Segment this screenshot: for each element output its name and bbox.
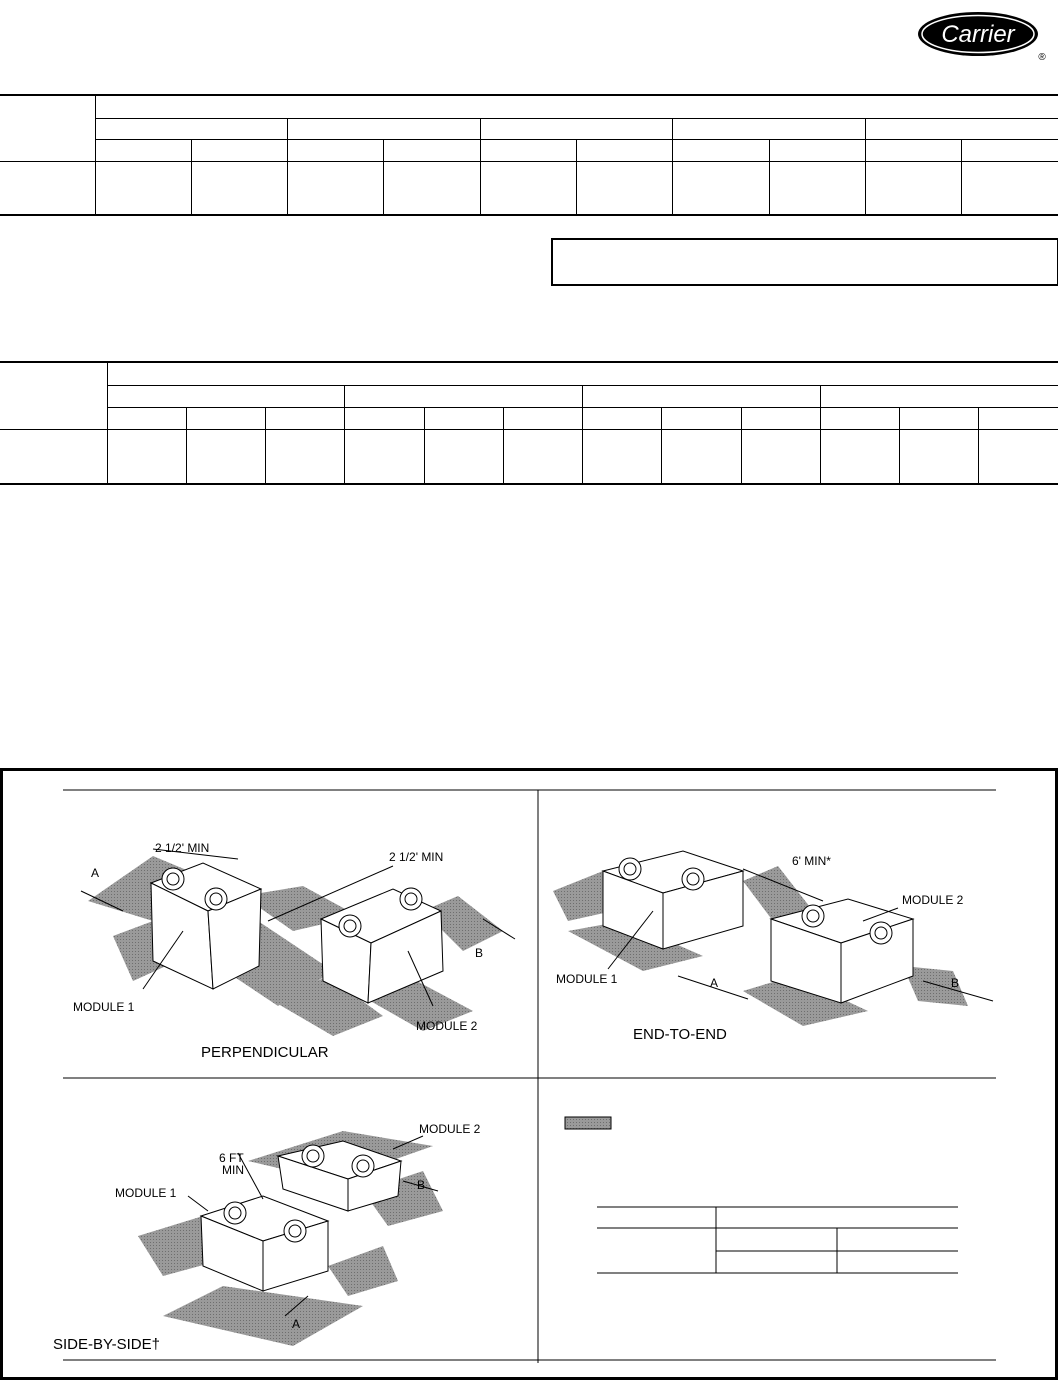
end-to-end-a-label: A (710, 976, 719, 990)
table-1-cell (288, 161, 384, 215)
fan-icon (400, 888, 422, 910)
table-2-header (107, 362, 1058, 385)
clearance-zone (328, 1246, 398, 1296)
table-2-group (820, 385, 1058, 407)
table-1-cell (480, 161, 576, 215)
note-box (551, 238, 1058, 286)
table-2-subheader (345, 407, 424, 429)
side-by-side-module-2: MODULE 2 (419, 1122, 481, 1136)
table-1-subheader (673, 139, 769, 161)
side-by-side-caption: SIDE-BY-SIDE† (53, 1336, 160, 1353)
table-1-header (95, 95, 1058, 118)
table-2-stub-header (0, 362, 107, 429)
end-to-end-module-2: MODULE 2 (902, 893, 964, 907)
table-1-subheader (865, 139, 961, 161)
table-2-cell (741, 429, 820, 484)
carrier-logo (914, 8, 1054, 66)
table-2-subheader (979, 407, 1058, 429)
table-1-subheader (962, 139, 1058, 161)
fan-icon (352, 1155, 374, 1177)
fan-icon (682, 868, 704, 890)
perpendicular-dim-1: 2 1/2' MIN (155, 841, 210, 855)
leader-line (188, 1196, 208, 1211)
side-by-side-a-label: A (292, 1317, 301, 1331)
table-1-subheader (480, 139, 576, 161)
perpendicular-a-label: A (91, 866, 100, 880)
side-by-side-dim-line-2: MIN (222, 1163, 244, 1177)
table-2-subheader (583, 407, 662, 429)
fan-icon (339, 915, 361, 937)
table-2-subheader (741, 407, 820, 429)
legend-hatch-swatch (565, 1117, 611, 1129)
clearance-figure (0, 768, 1058, 1380)
perpendicular-caption: PERPENDICULAR (201, 1044, 329, 1061)
fan-icon (205, 888, 227, 910)
table-2-subheader (820, 407, 899, 429)
table-1-cell (769, 161, 865, 215)
table-1-cell (384, 161, 480, 215)
fan-icon (870, 922, 892, 944)
table-2-cell (662, 429, 741, 484)
table-1-group (480, 118, 673, 139)
table-2-cell (900, 429, 979, 484)
table-1-group (95, 118, 288, 139)
fan-icon (224, 1202, 246, 1224)
fan-icon (302, 1145, 324, 1167)
table-2-subheader (662, 407, 741, 429)
table-1-subheader (576, 139, 672, 161)
fan-icon (284, 1220, 306, 1242)
table-2-cell (266, 429, 345, 484)
side-by-side-diagram (138, 1131, 443, 1346)
table-1-stub-header (0, 95, 95, 161)
table-2-cell (979, 429, 1058, 484)
table-1-cell (962, 161, 1058, 215)
side-by-side-module-1: MODULE 1 (115, 1186, 177, 1200)
fan-icon (619, 858, 641, 880)
table-2-cell (186, 429, 265, 484)
table-1-subheader (191, 139, 287, 161)
table-1-cell (95, 161, 191, 215)
perpendicular-module-2: MODULE 2 (416, 1019, 478, 1033)
figure-drawing (3, 771, 1049, 1371)
table-2-cell (583, 429, 662, 484)
table-1-group (673, 118, 866, 139)
end-to-end-b-label: B (951, 976, 960, 990)
table-2-group (345, 385, 583, 407)
logo-brand: Carrier (941, 21, 1015, 48)
table-1-group (288, 118, 481, 139)
table-1-group (865, 118, 1058, 139)
table-2-group (107, 385, 345, 407)
end-to-end-caption: END-TO-END (633, 1026, 727, 1043)
table-2-subheader (266, 407, 345, 429)
fan-icon (802, 905, 824, 927)
table-2-cell (345, 429, 424, 484)
table-2-cell (503, 429, 582, 484)
perpendicular-b-label: B (475, 946, 484, 960)
table-1-cell (865, 161, 961, 215)
side-by-side-b-label: B (417, 1178, 426, 1192)
perpendicular-module-1: MODULE 1 (73, 1000, 135, 1014)
table-1-subheader (95, 139, 191, 161)
table-2-cell (107, 429, 186, 484)
table-1-subheader (384, 139, 480, 161)
table-1-cell (576, 161, 672, 215)
table-1-subheader (769, 139, 865, 161)
perpendicular-diagram (81, 849, 515, 1036)
table-1-cell (673, 161, 769, 215)
perpendicular-dim-2: 2 1/2' MIN (389, 850, 444, 864)
table-2-subheader (503, 407, 582, 429)
table-1-subheader (288, 139, 384, 161)
table-2 (0, 361, 1058, 485)
table-2-subheader (107, 407, 186, 429)
legend-panel (565, 1117, 958, 1273)
logo-registered: ® (1038, 52, 1046, 63)
table-2-subheader (186, 407, 265, 429)
end-to-end-dim: 6' MIN* (792, 854, 831, 868)
end-to-end-module-1: MODULE 1 (556, 972, 618, 986)
clearance-zone (163, 1286, 363, 1346)
table-2-cell (820, 429, 899, 484)
table-2-subheader (900, 407, 979, 429)
table-2-subheader (424, 407, 503, 429)
table-1 (0, 94, 1058, 216)
fan-icon (162, 868, 184, 890)
table-2-cell (424, 429, 503, 484)
table-2-row-label (0, 429, 107, 484)
table-1-cell (191, 161, 287, 215)
table-2-group (583, 385, 821, 407)
end-to-end-diagram (553, 851, 993, 1026)
table-1-row-label (0, 161, 95, 215)
side-by-side-dim-line-1: 6 FT (219, 1151, 244, 1165)
